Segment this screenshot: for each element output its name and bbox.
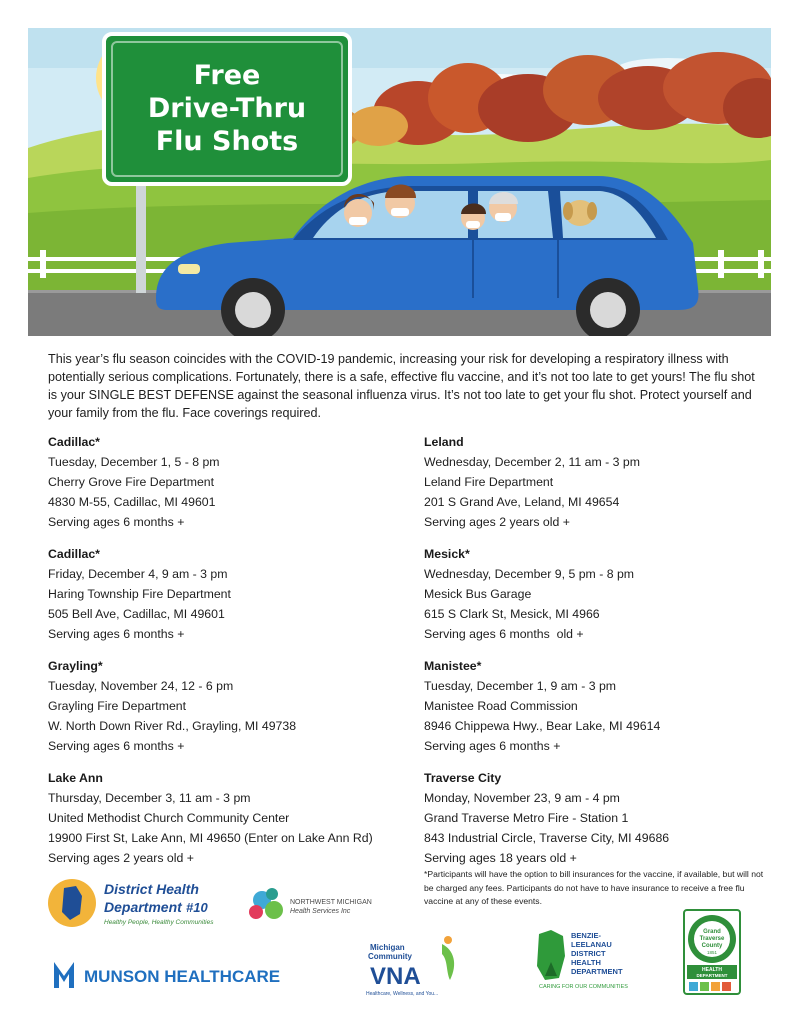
blhd-l1: BENZIE-	[571, 931, 601, 940]
event-ages: Serving ages 6 months +	[48, 739, 185, 753]
event-address: 19900 First St, Lake Ann, MI 49650 (Enter on Lake Ann Rd)	[48, 831, 373, 845]
vna-figure-icon	[442, 944, 454, 980]
event-address: W. North Down River Rd., Grayling, MI 49738	[48, 719, 297, 733]
event-ages: Serving ages 6 months old +	[424, 627, 584, 641]
vna-top2: Community	[368, 952, 412, 961]
event-venue: Mesick Bus Garage	[424, 587, 532, 601]
event-ages: Serving ages 6 months +	[48, 627, 185, 641]
event-venue: Cherry Grove Fire Department	[48, 475, 215, 489]
event-cadillac-2	[48, 544, 393, 644]
vna-tagline: Healthcare, Wellness, and You...	[366, 991, 439, 997]
event-venue: Haring Township Fire Department	[48, 587, 231, 601]
event-address: 8946 Chippewa Hwy., Bear Lake, MI 49614	[424, 719, 661, 733]
event-manistee	[424, 656, 769, 756]
event-venue: United Methodist Church Community Center	[48, 811, 290, 825]
event-location: Leland	[424, 435, 464, 449]
event-location: Cadillac*	[48, 547, 100, 561]
munson-text: MUNSON HEALTHCARE	[84, 967, 281, 986]
event-date: Tuesday, December 1, 9 am - 3 pm	[424, 679, 617, 693]
event-address: 505 Bell Ave, Cadillac, MI 49601	[48, 607, 225, 621]
gtc-l3: County	[701, 943, 723, 949]
event-location: Grayling*	[48, 659, 103, 673]
event-ages: Serving ages 6 months +	[48, 515, 185, 529]
event-date: Tuesday, December 1, 5 - 8 pm	[48, 455, 220, 469]
event-grayling	[48, 656, 393, 756]
event-venue: Grand Traverse Metro Fire - Station 1	[424, 811, 629, 825]
dhd10-logo	[46, 874, 226, 932]
event-location: Cadillac*	[48, 435, 100, 449]
event-address: 843 Industrial Circle, Traverse City, MI 49686	[424, 831, 670, 845]
nmhsi-logo	[242, 880, 392, 926]
nmhsi-line1: NORTHWEST MICHIGAN	[290, 899, 372, 906]
event-address: 615 S Clark St, Mesick, MI 4966	[424, 607, 600, 621]
blhd-l5: DEPARTMENT	[571, 967, 623, 976]
dhd10-tagline: Healthy People, Healthy Communities	[104, 919, 214, 926]
blhd-l4: HEALTH	[571, 958, 601, 967]
event-lake-ann	[48, 768, 393, 868]
blhd-l3: DISTRICT	[571, 949, 606, 958]
event-ages: Serving ages 18 years old +	[424, 851, 577, 865]
vna-logo	[362, 932, 472, 1002]
event-address: 201 S Grand Ave, Leland, MI 49654	[424, 495, 620, 509]
dhd10-line2: Department	[104, 899, 182, 915]
insurance-footnote: *Participants will have the option to bill insurances for the vaccine, if available, but will not be charged any fees. Participants do not have to have insurance to receive a free flu vaccine at any of these events.	[424, 869, 764, 906]
event-ages: Serving ages 2 years old +	[48, 851, 194, 865]
sign-line-3: Flu Shots	[155, 126, 299, 157]
gtc-l1: Grand	[703, 929, 721, 935]
event-date: Friday, December 4, 9 am - 3 pm	[48, 567, 228, 581]
intro-paragraph: This year’s flu season coincides with the COVID-19 pandemic, increasing your risk for developing a respiratory illness with potentially serious complications. Fortunately, there is a safe, effective flu vaccine, and it’s not too late to get yours! The flu shot is your SINGLE BEST DEFENSE against the seasonal influenza virus. It’s not too late to get your flu shot. Protect yourself and your family from the flu. Face coverings required.	[48, 352, 755, 420]
event-mesick	[424, 544, 769, 644]
event-leland	[424, 432, 769, 532]
sign-line-1: Free	[193, 60, 261, 91]
gtc-year: 1851	[706, 950, 718, 955]
left-column	[48, 432, 393, 880]
event-cadillac-1	[48, 432, 393, 532]
sign-post	[136, 173, 146, 293]
event-address: 4830 M-55, Cadillac, MI 49601	[48, 495, 216, 509]
gtc-l5: DEPARTMENT	[696, 973, 728, 978]
event-traverse-city	[424, 768, 769, 868]
gtc-l2: Traverse	[699, 936, 725, 942]
event-location: Mesick*	[424, 547, 470, 561]
event-location: Traverse City	[424, 771, 502, 785]
event-location: Lake Ann	[48, 771, 103, 785]
event-date: Tuesday, November 24, 12 - 6 pm	[48, 679, 234, 693]
munson-logo	[50, 954, 300, 994]
event-venue: Leland Fire Department	[424, 475, 554, 489]
munson-m-icon	[54, 962, 74, 988]
dhd10-line1: District Health	[104, 881, 199, 897]
blhd-logo	[533, 926, 643, 992]
road-sign	[104, 34, 350, 184]
blhd-l2: LEELANAU	[571, 940, 612, 949]
sign-line-2: Drive-Thru	[147, 93, 307, 124]
dhd10-number: #10	[186, 900, 208, 915]
event-ages: Serving ages 2 years old +	[424, 515, 570, 529]
event-date: Monday, November 23, 9 am - 4 pm	[424, 791, 620, 805]
event-date: Wednesday, December 2, 11 am - 3 pm	[424, 455, 640, 469]
event-location: Manistee*	[424, 659, 482, 673]
event-date: Wednesday, December 9, 5 pm - 8 pm	[424, 567, 635, 581]
gtc-logo	[683, 909, 741, 995]
event-date: Thursday, December 3, 11 am - 3 pm	[48, 791, 251, 805]
blhd-tagline: CARING FOR OUR COMMUNITIES	[539, 984, 628, 990]
event-venue: Grayling Fire Department	[48, 699, 187, 713]
gtc-l4: HEALTH	[702, 967, 722, 973]
vna-top: Michigan	[370, 943, 405, 952]
event-venue: Manistee Road Commission	[424, 699, 578, 713]
vna-main: VNA	[370, 963, 421, 990]
nmhsi-line2: Health Services Inc	[290, 908, 351, 915]
hero-illustration	[28, 28, 771, 336]
event-ages: Serving ages 6 months +	[424, 739, 561, 753]
right-column	[424, 432, 769, 880]
